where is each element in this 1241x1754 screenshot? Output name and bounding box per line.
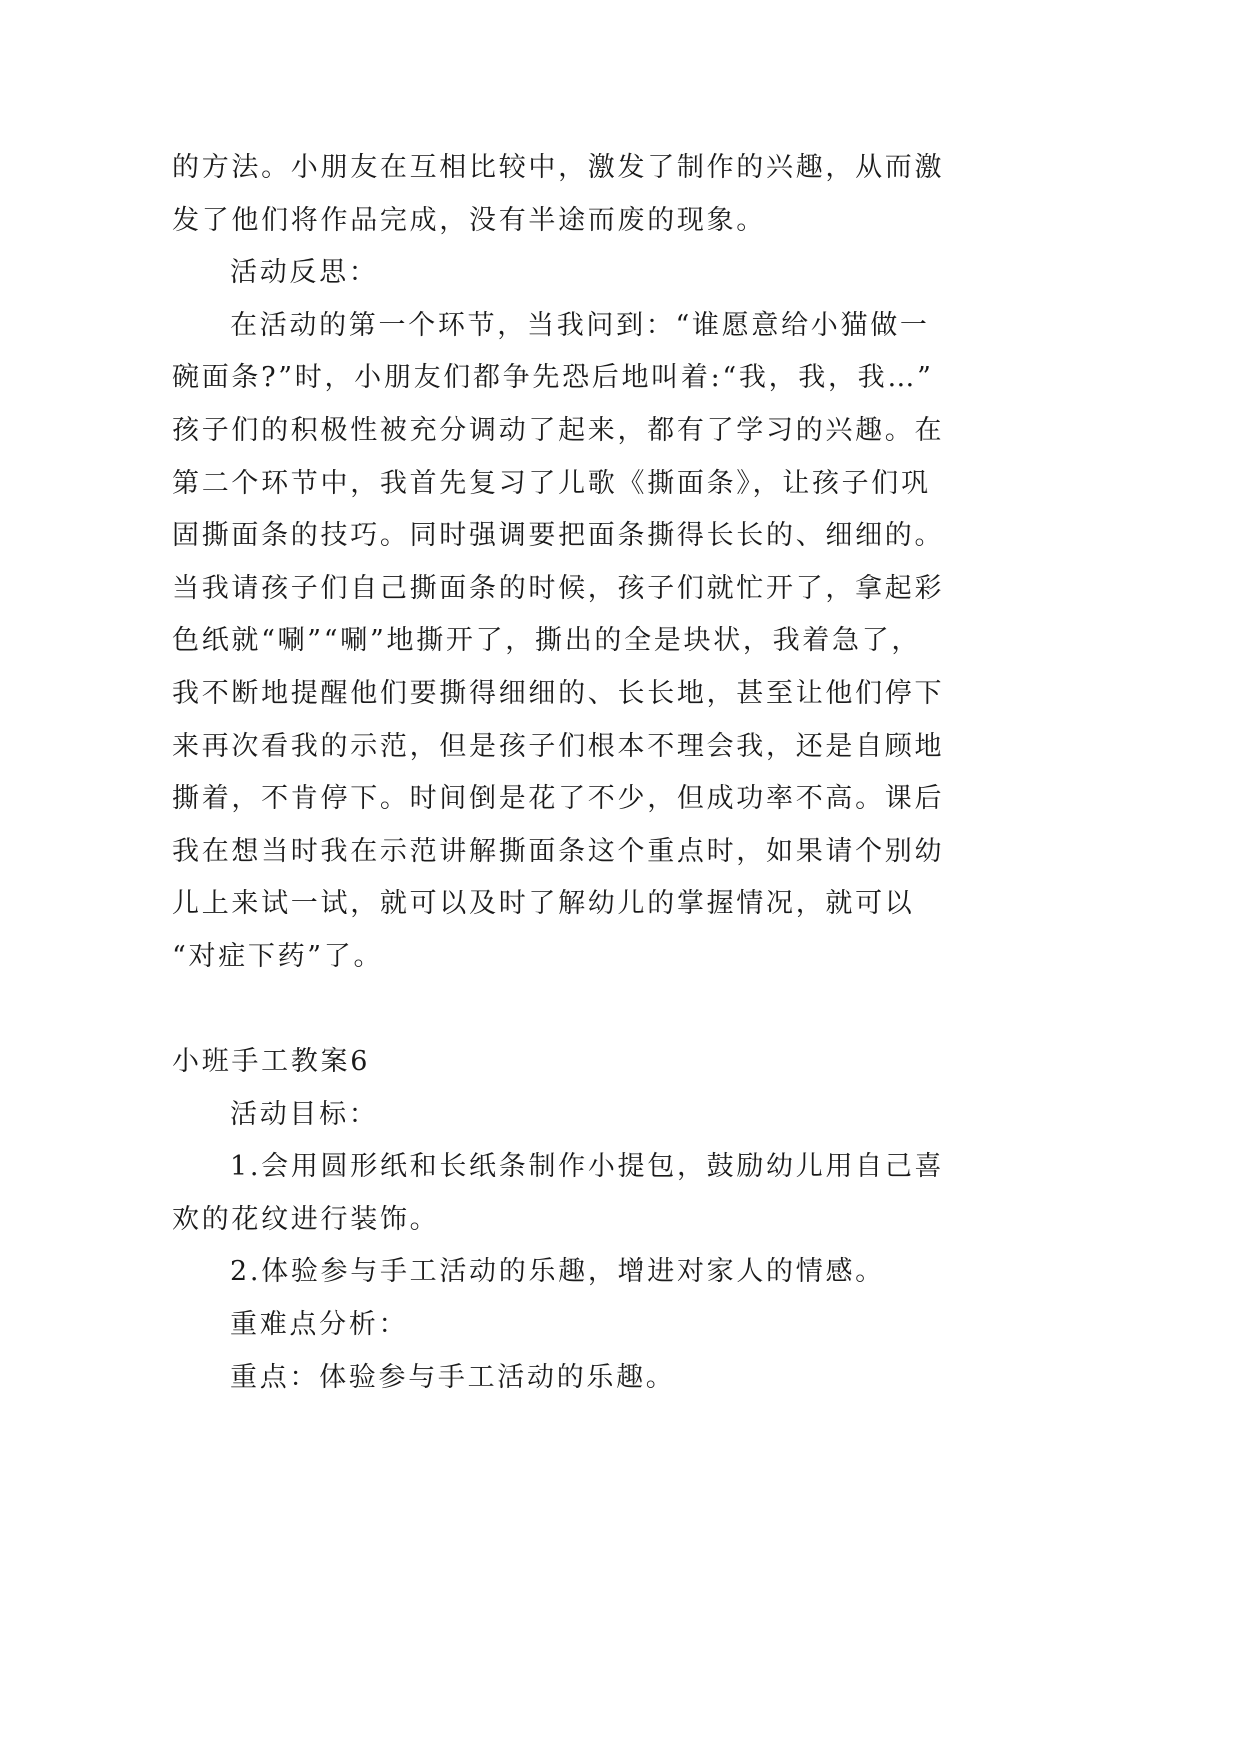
objective-1 — [172, 1141, 972, 1246]
continuation-paragraph — [172, 142, 972, 247]
text-line: 1.会用圆形纸和长纸条制作小提包，鼓励幼儿用自己喜 — [230, 1151, 945, 1183]
reflection-paragraph — [172, 300, 972, 984]
objectives-heading: 活动目标： — [230, 1098, 379, 1130]
reflection-heading: 活动反思： — [230, 257, 379, 289]
text-line: 孩子们的积极性被充分调动了起来，都有了学习的兴趣。在 — [172, 414, 945, 446]
document-body — [172, 142, 972, 1404]
text-line: 儿上来试一试，就可以及时了解幼儿的掌握情况，就可以 — [172, 888, 915, 920]
text-line: 来再次看我的示范，但是孩子们根本不理会我，还是自顾地 — [172, 730, 945, 762]
text-line: 的方法。小朋友在互相比较中，激发了制作的兴趣，从而激 — [172, 152, 945, 183]
text-line: 我不断地提醒他们要撕得细细的、长长地，甚至让他们停下 — [172, 677, 945, 709]
key-point: 重点：体验参与手工活动的乐趣。 — [230, 1361, 676, 1393]
section-title: 小班手工教案6 — [172, 1046, 371, 1078]
text-line: 我在想当时我在示范讲解撕面条这个重点时，如果请个别幼 — [172, 835, 945, 867]
text-line: 撕着，不肯停下。时间倒是花了不少，但成功率不高。课后 — [172, 783, 945, 815]
text-line: 色纸就“唰”“唰”地撕开了，撕出的全是块状，我着急了， — [172, 625, 922, 657]
text-line: 第二个环节中，我首先复习了儿歌《撕面条》，让孩子们巩 — [172, 467, 931, 499]
text-line: “对症下药”了。 — [172, 940, 384, 972]
objective-2: 2.体验参与手工活动的乐趣，增进对家人的情感。 — [230, 1256, 885, 1288]
text-line: 欢的花纹进行装饰。 — [172, 1203, 440, 1235]
text-line: 固撕面条的技巧。同时强调要把面条撕得长长的、细细的。 — [172, 520, 945, 552]
blank-line — [172, 984, 972, 1037]
text-line: 当我请孩子们自己撕面条的时候，孩子们就忙开了，拿起彩 — [172, 572, 945, 604]
text-line: 碗面条?”时，小朋友们都争先恐后地叫着:“我，我，我…” — [172, 362, 934, 394]
key-points-heading: 重难点分析： — [230, 1309, 409, 1341]
text-line: 在活动的第一个环节，当我问到：“谁愿意给小猫做一 — [230, 309, 930, 341]
text-line: 发了他们将作品完成，没有半途而废的现象。 — [172, 204, 766, 236]
